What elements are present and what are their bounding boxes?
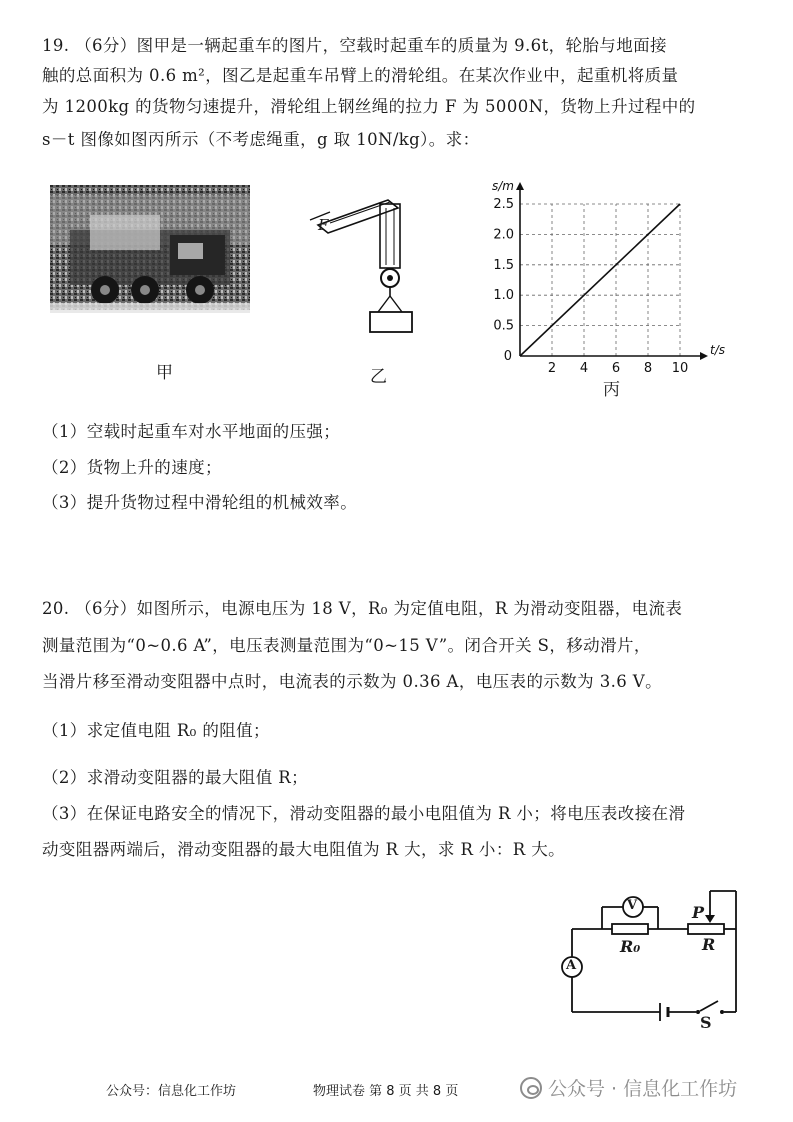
q20-sub-2: （2）求滑动变阻器的最大阻值 R； (42, 768, 308, 787)
r-label: R (702, 935, 716, 954)
footer-page: 物理试卷 第 8 页 共 8 页 (313, 1084, 459, 1099)
q19-line-1: 19. （6分）图甲是一辆起重车的图片，空载时起重车的质量为 9.6t，轮胎与地面接 (42, 36, 667, 55)
series-line (520, 204, 680, 356)
q19-sub-2: （2）货物上升的速度； (42, 458, 222, 477)
watermark-text: 公众号 · 信息化工作坊 (548, 1078, 738, 1100)
slider-label: P (692, 903, 705, 922)
q19-line-2: 触的总面积为 0.6 m²，图乙是起重车吊臂上的滑轮组。在某次作业中，起重机将质量 (42, 66, 679, 85)
y-axis-arrow (516, 182, 524, 190)
x-axis-arrow (700, 352, 708, 360)
figure-label-jia: 甲 (156, 363, 173, 383)
watermark (520, 1074, 737, 1101)
voltmeter-label: V (627, 898, 638, 913)
switch-label: S (700, 1013, 712, 1032)
q20-sub-3b: 动变阻器两端后，滑动变阻器的最大电阻值为 R 大，求 R 小：R 大。 (42, 840, 565, 859)
x-tick-label: 4 (579, 361, 589, 376)
q19-line-4: s－t 图像如图丙所示（不考虑绳重，g 取 10N/kg）。求： (42, 130, 480, 149)
y-tick-label: 0.5 (493, 318, 514, 334)
y-tick-label: 2.0 (493, 227, 514, 243)
y-axis-label: s/m (492, 179, 514, 193)
st-graph (480, 176, 725, 390)
wechat-icon (520, 1077, 542, 1099)
q20-line-2: 测量范围为“0~0.6 A”，电压表测量范围为“0~15 V”。闭合开关 S，移动滑片， (42, 636, 651, 655)
y-tick-label: 1.0 (493, 288, 514, 304)
force-label: F (318, 216, 329, 234)
r0-label: R₀ (620, 937, 641, 956)
x-tick-label: 10 (671, 361, 689, 376)
x-tick-label: 2 (547, 361, 557, 376)
footer-account: 公众号：信息化工作坊 (106, 1084, 237, 1099)
y-tick-label: 1.5 (493, 257, 514, 273)
pulley-diagram (300, 190, 420, 344)
q19-sub-3: （3）提升货物过程中滑轮组的机械效率。 (42, 493, 358, 512)
q19-line-3: 为 1200kg 的货物匀速提升，滑轮组上钢丝绳的拉力 F 为 5000N，货物上升过程中的 (42, 97, 696, 116)
figure-label-yi: 乙 (370, 367, 387, 387)
circuit-diagram (550, 885, 750, 1039)
figure-label-bing: 丙 (603, 380, 620, 400)
crane-truck-photo (50, 185, 250, 329)
q20-line-3: 当滑片移至滑动变阻器中点时，电流表的示数为 0.36 A，电压表的示数为 3.6 V。 (42, 672, 662, 691)
q19-sub-1: （1）空载时起重车对水平地面的压强； (42, 422, 341, 441)
x-axis-label: t/s (710, 343, 725, 357)
q20-line-1: 20. （6分）如图所示，电源电压为 18 V，R₀ 为定值电阻，R 为滑动变阻器，电流表 (42, 599, 683, 618)
q20-sub-3a: （3）在保证电路安全的情况下，滑动变阻器的最小电阻值为 R 小；将电压表改接在滑 (42, 804, 686, 823)
q20-sub-1: （1）求定值电阻 R₀ 的阻值； (42, 721, 270, 740)
y-tick-label: 2.5 (493, 197, 514, 212)
origin-label: 0 (503, 349, 512, 364)
x-tick-label: 8 (643, 361, 653, 376)
x-tick-label: 6 (611, 361, 621, 376)
ammeter-label: A (566, 958, 577, 973)
